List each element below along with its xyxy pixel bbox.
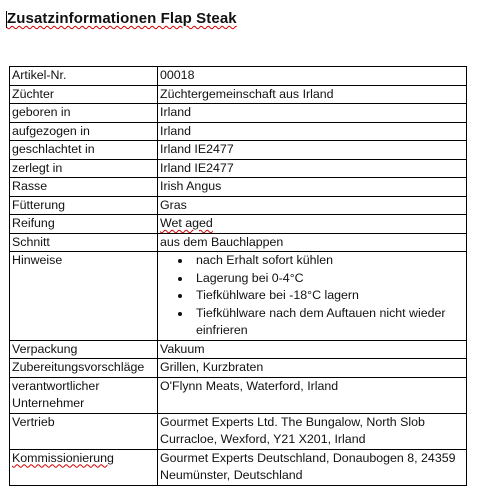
table-row	[10, 196, 467, 215]
list-item: • Lagerung bei 0-4°C	[192, 270, 464, 288]
row-value: 00018	[158, 67, 467, 86]
table-row	[10, 413, 467, 449]
row-value: Gras	[158, 196, 467, 215]
table-row	[10, 215, 467, 234]
row-label	[10, 449, 158, 485]
row-value	[158, 215, 467, 234]
table-row	[10, 122, 467, 141]
hint-list	[160, 252, 464, 340]
table-row	[10, 449, 467, 485]
row-label: Zubereitungsvorschläge	[10, 359, 158, 378]
row-label: geschlachtet in	[10, 141, 158, 160]
row-value: Gourmet Experts Ltd. The Bungalow, North Slob Curracloe, Wexford, Y21 X201, Irland	[158, 413, 467, 449]
row-value: Irland IE2477	[158, 159, 467, 178]
table-row	[10, 104, 467, 123]
row-label: Hinweise	[10, 252, 158, 341]
value-text: Wet aged	[160, 216, 213, 230]
list-item: • Tiefkühlware nach dem Auftauen nicht wieder einfrieren	[192, 305, 464, 340]
row-label: geboren in	[10, 104, 158, 123]
info-table	[9, 66, 467, 486]
table-row	[10, 359, 467, 378]
row-label: verantwortlicher Unternehmer	[10, 377, 158, 413]
table-row	[10, 67, 467, 86]
row-label: Züchter	[10, 85, 158, 104]
table-row	[10, 340, 467, 359]
row-value: Irland	[158, 122, 467, 141]
table-row	[10, 85, 467, 104]
row-value	[158, 252, 467, 341]
table-row	[10, 252, 467, 341]
page-title	[7, 10, 237, 27]
list-item: • nach Erhalt sofort kühlen	[192, 252, 464, 270]
row-label: Verpackung	[10, 340, 158, 359]
row-value: Grillen, Kurzbraten	[158, 359, 467, 378]
row-label: aufgezogen in	[10, 122, 158, 141]
table-row	[10, 141, 467, 160]
row-label: Fütterung	[10, 196, 158, 215]
row-value: Gourmet Experts Deutschland, Donaubogen 8, 24359 Neumünster, Deutschland	[158, 449, 467, 485]
row-value: Irland	[158, 104, 467, 123]
row-value: Irland IE2477	[158, 141, 467, 160]
row-label: Reifung	[10, 215, 158, 234]
title-text: Zusatzinformationen Flap Steak	[7, 10, 237, 27]
row-value: Irish Angus	[158, 178, 467, 197]
row-value: Vakuum	[158, 340, 467, 359]
row-value: Züchtergemeinschaft aus Irland	[158, 85, 467, 104]
row-value: O'Flynn Meats, Waterford, Irland	[158, 377, 467, 413]
table-row	[10, 178, 467, 197]
row-label: Schnitt	[10, 233, 158, 252]
row-label: Rasse	[10, 178, 158, 197]
table-row	[10, 159, 467, 178]
table-row	[10, 233, 467, 252]
row-value: aus dem Bauchlappen	[158, 233, 467, 252]
label-text: Kommissionierung	[12, 450, 114, 465]
table-row	[10, 377, 467, 413]
row-label: Vertrieb	[10, 413, 158, 449]
list-item: • Tiefkühlware bei -18°C lagern	[192, 287, 464, 305]
row-label: zerlegt in	[10, 159, 158, 178]
row-label: Artikel-Nr.	[10, 67, 158, 86]
